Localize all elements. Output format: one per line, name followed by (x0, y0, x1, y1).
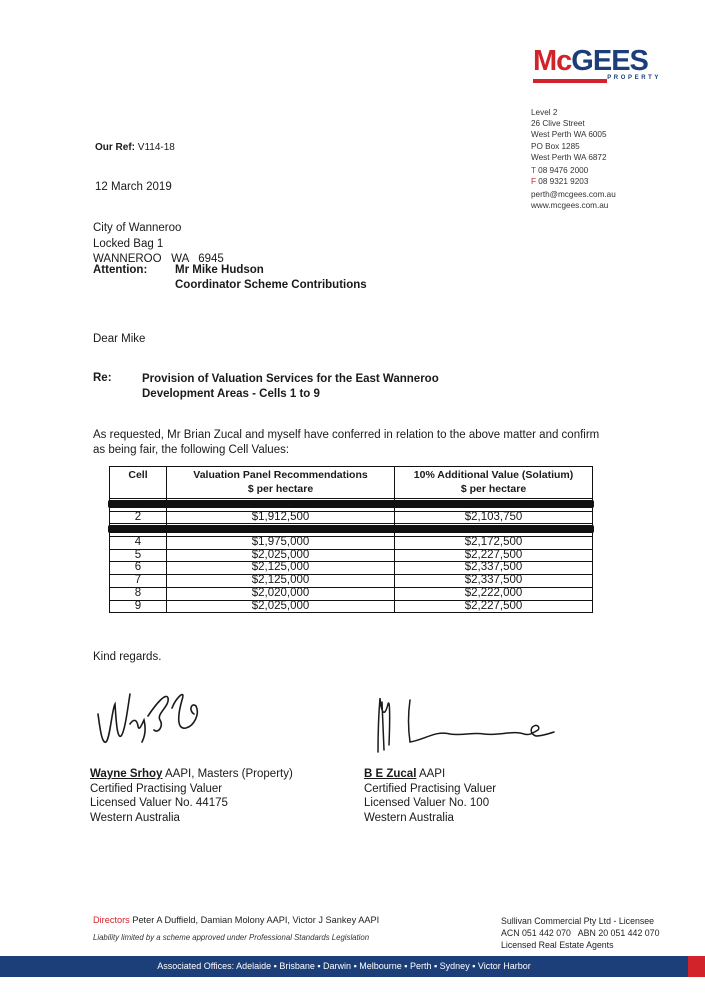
re-label: Re: (93, 372, 112, 384)
footer-liability: Liability limited by a scheme approved under Professional Standards Legislation (93, 933, 370, 942)
contact-web (531, 189, 616, 211)
website-link[interactable]: www.mcgees.com.au (531, 201, 609, 210)
salutation: Dear Mike (93, 333, 146, 345)
our-reference: Our Ref: V114-18 (95, 142, 175, 153)
mcgees-logo (533, 46, 661, 81)
email-link[interactable]: perth@mcgees.com.au (531, 190, 616, 199)
redaction-bar (165, 525, 396, 533)
footer-offices-bar: Associated Offices: Adelaide ▪ Brisbane ▪ Darwin ▪ Melbourne ▪ Perth ▪ Sydney ▪ Victor Harbor (0, 956, 688, 977)
logo-tagline: PROPERTY (607, 75, 661, 81)
table-row: 6 $2,125,000 $2,337,500 (110, 562, 593, 575)
header-panel: Valuation Panel Recommendations $ per hectare (167, 467, 395, 499)
header-cell: Cell (110, 467, 167, 499)
redaction-bar (393, 525, 594, 533)
header-solatium: 10% Additional Value (Solatium) $ per hectare (395, 467, 593, 499)
footer-red-accent (688, 956, 705, 977)
postal-address: PO Box 1285 West Perth WA 6872 (531, 142, 607, 162)
redaction-bar (393, 500, 594, 508)
table-row-redacted (110, 499, 593, 512)
signatory-1: Wayne Srhoy AAPI, Masters (Property) Certified Practising Valuer Licensed Valuer No. 44175 Western Australia (90, 768, 293, 824)
table-row-redacted (110, 524, 593, 537)
signatory-2: B E Zucal AAPI Certified Practising Valuer Licensed Valuer No. 100 Western Australia (364, 768, 497, 824)
table-row: 4 $1,975,000 $2,172,500 (110, 537, 593, 550)
table-header-row (110, 467, 593, 499)
re-subject: Provision of Valuation Services for the East Wanneroo Development Areas - Cells 1 to 9 (142, 373, 439, 400)
closing-regards: Kind regards. (93, 651, 162, 663)
contact-phone-fax: T 08 9476 2000 F 08 9321 9203 (531, 166, 589, 186)
table-row: 2 $1,912,500 $2,103,750 (110, 511, 593, 524)
intro-paragraph: As requested, Mr Brian Zucal and myself have conferred in relation to the above matter and confirm as being fair, the following Cell Values: (93, 429, 600, 456)
attention-block: Attention: Mr Mike Hudson Coordinator Scheme Contributions (93, 264, 367, 291)
table-row: 7 $2,125,000 $2,337,500 (110, 575, 593, 588)
redaction-bar (165, 500, 396, 508)
cell-values-table (109, 466, 593, 613)
signature-be-zucal (364, 690, 564, 760)
table-row: 9 $2,025,000 $2,227,500 (110, 600, 593, 613)
logo-red-bar (533, 79, 607, 83)
footer-licensee: Sullivan Commercial Pty Ltd - Licensee ACN 051 442 070 ABN 20 051 442 070 Licensed Real Estate Agents (501, 916, 660, 950)
redaction-bar (108, 500, 168, 508)
signature-wayne-srhoy (90, 684, 225, 764)
table-row: 5 $2,025,000 $2,227,500 (110, 549, 593, 562)
footer-directors: Directors Peter A Duffield, Damian Molony AAPI, Victor J Sankey AAPI (93, 915, 380, 925)
table-row: 8 $2,020,000 $2,222,000 (110, 587, 593, 600)
letter-date: 12 March 2019 (95, 181, 172, 193)
recipient-address: City of Wanneroo Locked Bag 1 WANNEROO WA 6945 (93, 222, 224, 265)
redaction-bar (108, 525, 168, 533)
logo-wordmark: McGEES (533, 45, 648, 77)
office-address: Level 2 26 Clive Street West Perth WA 6005 (531, 108, 607, 139)
